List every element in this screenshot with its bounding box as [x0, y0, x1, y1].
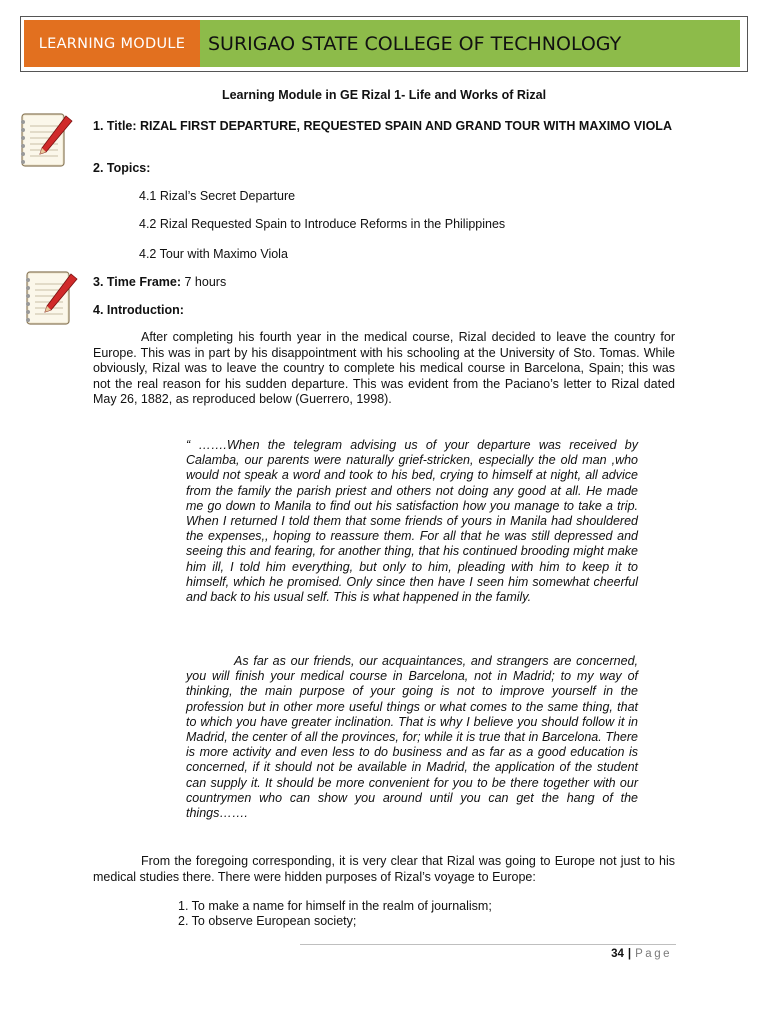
letter-quote-2: As far as our friends, our acquaintances, and strangers are concerned, you will finish your medical course in Barcelona, not in Madrid; to my way of thinking, the main purpose of your going is not to improve yourself in the profession but in other more useful things or what comes to the same thing, that to which you have greater inclination. That is why I believe you should follow it in Madrid, the center of all the provinces, for; while it is true that in Barcelona. There is more activity and even less to do business and as far as a good education is concerned, if it should not be available in Madrid, the application of the student can supply it. It should be more convenient for you to be there together with our countrymen who can show you around until you can get the hang of the things……. — [186, 654, 638, 821]
topic-item: 4.2 Tour with Maximo Viola — [139, 247, 288, 261]
document-heading: Learning Module in GE Rizal 1- Life and Works of Rizal — [221, 88, 547, 102]
notebook-pencil-icon — [19, 268, 81, 328]
conclusion-paragraph: From the foregoing corresponding, it is very clear that Rizal was going to Europe not just to his medical studies there. There were hidden purposes of Rizal’s voyage to Europe: — [93, 854, 675, 884]
page-number: 34 — [611, 948, 624, 960]
title-label: 1. Title: — [93, 119, 137, 133]
letter-quote-1: “ …….When the telegram advising us of your departure was received by Calamba, our parents were naturally grief-stricken, especially the old man ,who would not speak a word and took to his bed, crying to himself at night, all advice from the family the parish priest and others not doing any good at all. He made me go down to Manila to find out his satisfaction how you manage to take a trip. When I returned I told them that some friends of yours in Manila had shouldered the expenses,, hoping to reassure them. For all that he was still depressed and seeing this and fearing, for another thing, that his continued brooding might make him ill, I told him everything, but only to him, pleading with him to keep it to himself, which he promised. Only since then have I seen him somewhat cheerful and back to his usual self. This is what happened in the family. — [186, 438, 638, 605]
page-footer — [611, 948, 672, 960]
introduction-paragraph: After completing his fourth year in the medical course, Rizal decided to leave the country for Europe. This was in part by his disappointment with his schooling at the University of Sto. Tomas. While obviously, Rizal was to leave the country to complete his medical course in Barcelona, Spain; this was not the real reason for his sudden departure. This was evident from the Paciano’s letter to Rizal dated May 26, 1882, as reproduced below (Guerrero, 1998). — [93, 330, 675, 406]
college-name: SURIGAO STATE COLLEGE OF TECHNOLOGY — [200, 20, 740, 67]
time-frame-value: 7 hours — [184, 275, 227, 289]
page-word: Page — [635, 948, 672, 960]
topic-item: 4.2 Rizal Requested Spain to Introduce Reforms in the Philippines — [139, 217, 506, 231]
time-frame — [93, 275, 226, 290]
purpose-item: 2. To observe European society; — [178, 914, 357, 928]
topic-item: 4.1 Rizal’s Secret Departure — [139, 189, 296, 203]
notebook-pencil-icon — [14, 110, 76, 170]
module-label: LEARNING MODULE — [24, 20, 200, 67]
title-text: RIZAL FIRST DEPARTURE, REQUESTED SPAIN AND GRAND TOUR WITH MAXIMO VIOLA — [140, 119, 672, 133]
footer-divider — [300, 944, 676, 945]
time-frame-label: 3. Time Frame: — [93, 275, 182, 289]
module-title — [93, 119, 683, 134]
footer-separator: | — [627, 948, 632, 960]
topics-label: 2. Topics: — [93, 161, 151, 175]
purpose-item: 1. To make a name for himself in the realm of journalism; — [178, 899, 492, 913]
introduction-label: 4. Introduction: — [93, 303, 184, 317]
